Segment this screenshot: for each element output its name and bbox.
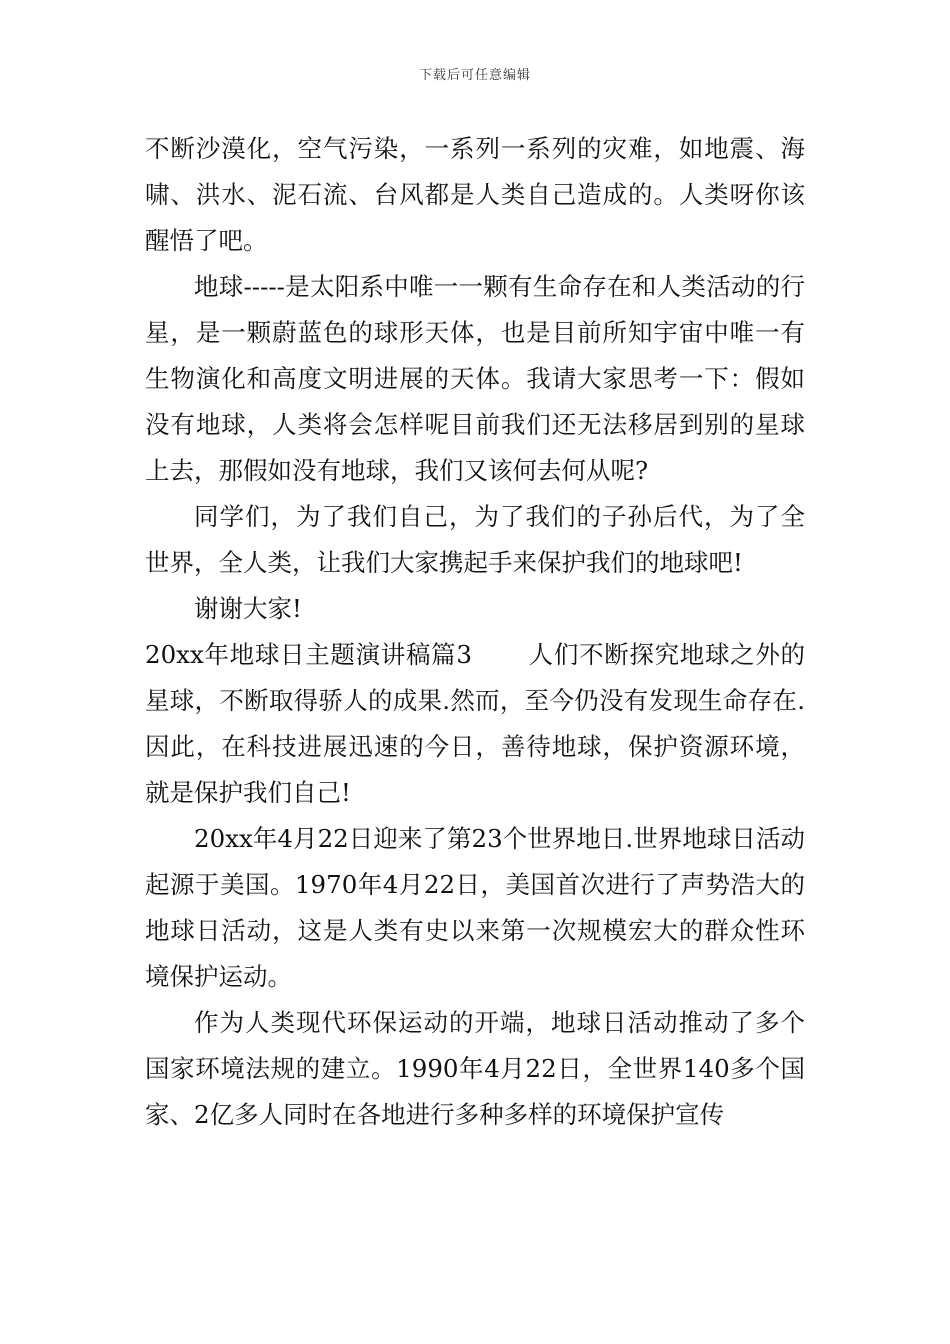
paragraph-2: 地球-----是太阳系中唯一一颗有生命存在和人类活动的行星，是一颗蔚蓝色的球形天体，也是目前所知宇宙中唯一有生物演化和高度文明进展的天体。我请大家思考一下：假如没有地球，人类将会怎样呢目前我们还无法移居到别的星球上去，那假如没有地球，我们又该何去何从呢? xyxy=(145,272,805,485)
paragraph-4: 谢谢大家! xyxy=(194,594,302,623)
section-heading: 20xx年地球日主题演讲稿篇3 xyxy=(145,640,472,669)
section-paragraph xyxy=(145,632,805,816)
paragraph-5: 20xx年4月22日迎来了第23个世界地日.世界地球日活动起源于美国。1970年4月22日，美国首次进行了声势浩大的地球日活动，这是人类有史以来第一次规模宏大的群众性环境保护运动。 xyxy=(145,824,805,991)
page-header-note: 下载后可任意编辑 xyxy=(418,68,531,83)
paragraph-6: 作为人类现代环保运动的开端，地球日活动推动了多个国家环境法规的建立。1990年4月22日，全世界140多个国家、2亿多人同时在各地进行多种多样的环境保护宣传 xyxy=(145,1008,805,1129)
section-lead-text: 人们不断探究地球之外的星球，不断取得骄人的成果.然而，至今仍没有发现生命存在.因此，在科技进展迅速的今日，善待地球，保护资源环境，就是保护我们自己! xyxy=(145,640,805,807)
paragraph-3: 同学们，为了我们自己，为了我们的子孙后代，为了全世界，全人类，让我们大家携起手来保护我们的地球吧! xyxy=(145,502,805,577)
document-body xyxy=(145,126,805,1138)
paragraph-1: 不断沙漠化，空气污染，一系列一系列的灾难，如地震、海啸、洪水、泥石流、台风都是人类自己造成的。人类呀你该醒悟了吧。 xyxy=(145,134,805,255)
